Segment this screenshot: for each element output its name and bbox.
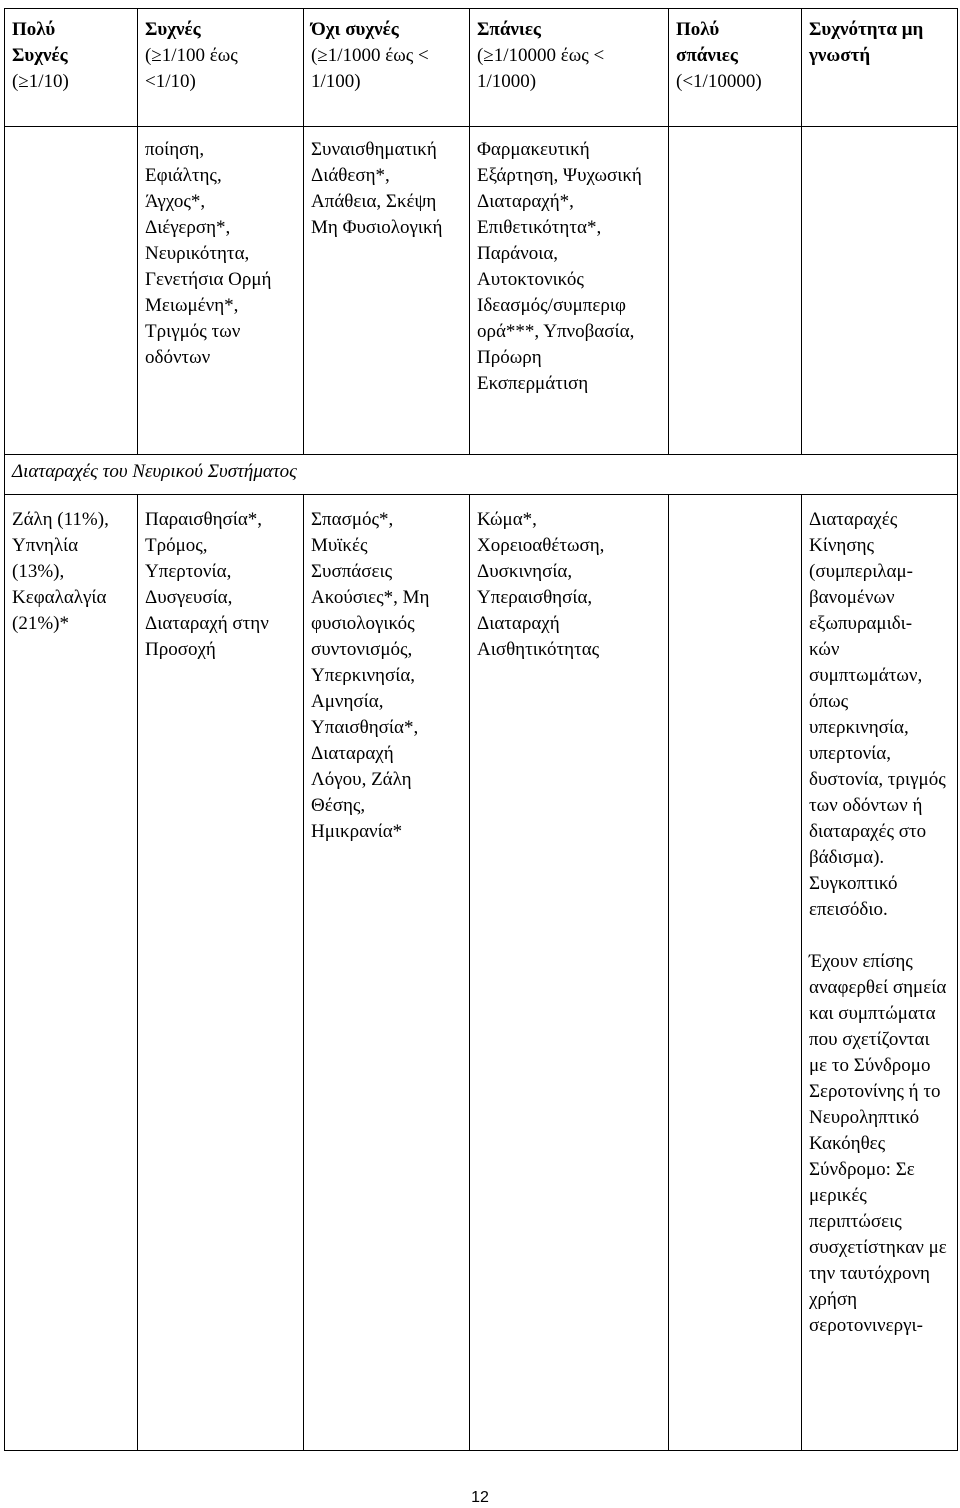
cell-text: Σπασμός*, Μυϊκές Συσπάσεις Ακούσιες*, Μη φυσιολογικός συντονισμός, Υπερκινησία, Αμνησία, Υπαισθησία*, Διαταραχή Λόγου, Ζάλη Θέσης, Ημικρανία*	[311, 509, 430, 842]
cell-text: ποίηση, Εφιάλτης, Άγχος*, Διέγερση*, Νευρικότητα, Γενετήσια Ορμή Μειωμένη*, Τριγμός των οδόντων	[145, 139, 272, 368]
header-title: Σπάνιες	[477, 19, 541, 40]
cell-rare	[470, 127, 669, 455]
header-common	[138, 9, 304, 127]
cell-text: Συναισθηματική Διάθεση*, Απάθεια, Σκέψη Μη Φυσιολογική	[311, 139, 443, 238]
cell-text-continued: Έχουν επίσης αναφερθεί σημεία και συμπτώματα που σχετίζονται με το Σύνδρομο Σεροτονίνης ή το Νευροληπτικό Κακόηθες Σύνδρομο: Σε μερικές περιπτώσεις συσχετίστηκαν με την ταυτόχρονη χρήση σεροτονινεργι-	[809, 951, 947, 1336]
header-range: (<1/10000)	[676, 71, 762, 92]
cell-text: Κώμα*, Χορειοαθέτωση, Δυσκινησία, Υπεραισθησία, Διαταραχή Αισθητικότητας	[477, 509, 605, 660]
adverse-reactions-table	[4, 8, 958, 1451]
header-range: (≥1/1000 έως < 1/100)	[311, 45, 429, 92]
cell-text: Διαταραχές Κίνησης (συμπεριλαμ- βανομένων εξωπυραμιδι- κών συμπτωμάτων, όπως υπερκινησία, υπερτονία, δυστονία, τριγμός των οδόντων ή διαταραχές στο βάδισμα). Συγκοπτικό επεισόδιο.	[809, 509, 946, 920]
nervous-system-row	[5, 495, 958, 1451]
psychiatric-disorders-row	[5, 127, 958, 455]
system-organ-class-title: Διαταραχές του Νευρικού Συστήματος	[5, 455, 958, 495]
header-very-common	[5, 9, 138, 127]
cell-very-rare	[669, 495, 802, 1451]
header-very-rare	[669, 9, 802, 127]
header-range: (≥1/10000 έως < 1/1000)	[477, 45, 605, 92]
header-range: (≥1/10)	[12, 71, 69, 92]
cell-not-known	[802, 127, 958, 455]
header-title: Συχνές	[145, 19, 201, 40]
header-uncommon	[304, 9, 470, 127]
header-title: Πολύ Συχνές	[12, 19, 68, 66]
cell-very-common	[5, 127, 138, 455]
cell-not-known	[802, 495, 958, 1451]
page-number: 12	[471, 1489, 489, 1506]
cell-very-common	[5, 495, 138, 1451]
cell-rare	[470, 495, 669, 1451]
cell-very-rare	[669, 127, 802, 455]
header-rare	[470, 9, 669, 127]
header-title: Συχνότητα μη γνωστή	[809, 19, 924, 66]
frequency-header-row	[5, 9, 958, 127]
header-title: Πολύ σπάνιες	[676, 19, 738, 66]
cell-common	[138, 495, 304, 1451]
cell-uncommon	[304, 495, 470, 1451]
header-range: (≥1/100 έως <1/10)	[145, 45, 238, 92]
cell-text: Ζάλη (11%), Υπνηλία (13%), Κεφαλαλγία (21%)*	[12, 509, 109, 634]
cell-text: Φαρμακευτική Εξάρτηση, Ψυχωσική Διαταραχή*, Επιθετικότητα*, Παράνοια, Αυτοκτονικός Ιδεασμός/συμπεριφ ορά***, Υπνοβασία, Πρόωρη Εκσπερμάτιση	[477, 139, 642, 394]
system-organ-class-row	[5, 455, 958, 495]
header-not-known	[802, 9, 958, 127]
cell-common	[138, 127, 304, 455]
header-title: Όχι συχνές	[311, 19, 399, 40]
cell-uncommon	[304, 127, 470, 455]
cell-text: Παραισθησία*, Τρόμος, Υπερτονία, Δυσγευσία, Διαταραχή στην Προσοχή	[145, 509, 269, 660]
